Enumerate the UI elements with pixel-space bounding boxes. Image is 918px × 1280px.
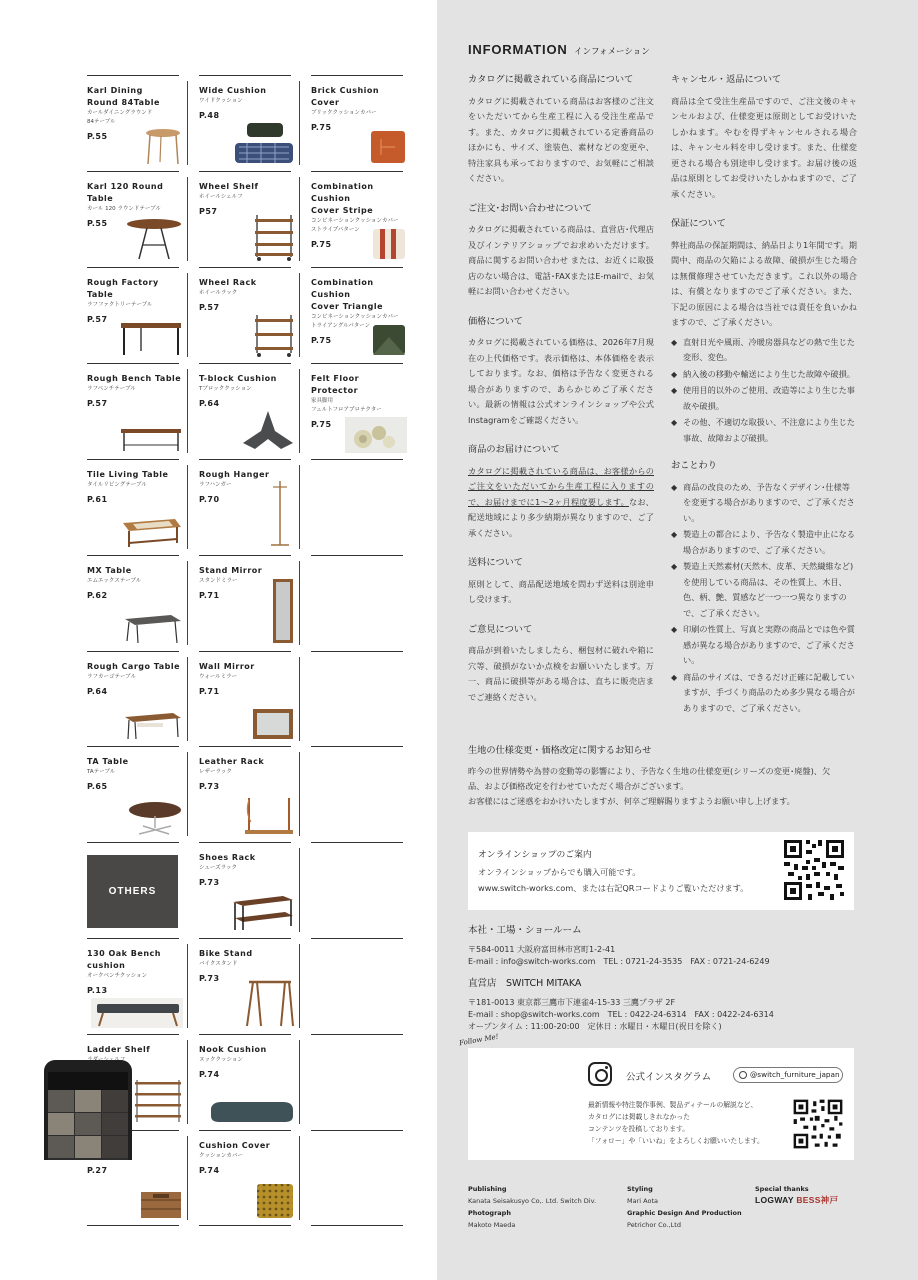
index-item-brick-cushion[interactable] xyxy=(311,75,403,171)
list-item: ◆ その他、不適切な取扱い、不注意により生じた事故、故障および破損。 xyxy=(671,415,857,446)
list-item: ◆ 納入後の移動や輸送により生じた故障や破損。 xyxy=(671,367,857,383)
item-page: P.55 xyxy=(87,132,108,141)
item-kana: ラフハンガー xyxy=(199,482,232,488)
item-name: T-block Cushion xyxy=(199,374,277,383)
index-item-karl-dining[interactable] xyxy=(87,75,179,171)
instagram-qr-code[interactable] xyxy=(792,1098,844,1150)
index-item-rough-bench[interactable] xyxy=(87,363,182,459)
item-kana: コンビネーションクッションカバー トライアングルパターン xyxy=(311,314,399,329)
fabric-notice: 生地の仕様変更・価格改定に関するお知らせ 昨今の世界情勢や為替の変動等の影響により、予告なく生地の仕様変更(シリーズの変更･廃盤)、欠 品、および価格改定を行わせていただく場合がございます。 お客様にはご迷惑をおかけいたしますが、何卒ご理解賜りますようお願い申し上げます。 xyxy=(468,743,868,809)
instagram-description: 最新情報や特注製作事例、製品ディテールの解説など、 カタログには掲載しきれなかった コンテンツを投稿しております。 「フォロー」や「いいね」をよろしくお願いいたします。 xyxy=(588,1101,764,1145)
instagram-handle[interactable]: @switch_furniture_japan xyxy=(733,1067,843,1083)
section-heading: 価格について xyxy=(468,315,523,327)
item-kana: コンビネーションクッションカバー ストライプパターン xyxy=(311,218,399,233)
item-name: Karl Dining Round 84Table xyxy=(87,86,160,107)
item-page: P.73 xyxy=(199,974,220,983)
item-kana: ホイールラック xyxy=(199,290,238,296)
item-page: P.57 xyxy=(87,315,108,324)
item-name: Brick Cushion Cover xyxy=(311,86,380,107)
others-label: OTHERS xyxy=(87,855,178,928)
stand-mirror-image xyxy=(271,577,295,645)
item-kana: ラフファクトリーテーブル xyxy=(87,302,153,308)
round-table-image xyxy=(125,217,183,261)
shop-url[interactable]: www.switch-works.com、または右記QRコードよりご覧いただけます。 xyxy=(478,883,749,893)
index-item-stripe-cushion[interactable] xyxy=(311,171,403,267)
item-kana: Tブロッククッション xyxy=(199,386,252,392)
item-kana: オークベンチクッション xyxy=(87,973,148,979)
information-panel xyxy=(437,0,918,1280)
index-item-karl-120[interactable] xyxy=(87,171,179,267)
bess-logo: BESS神戸 xyxy=(796,1195,839,1205)
section-text: カタログに掲載されている商品は、直営店･代理店及びインテリアショップでお求めいただけます。商品に関するお問い合わせ または、お近くに取扱店のない場合は、電話･FAXまたはE-mailで、お気軽にお問い合わせください。 xyxy=(468,224,654,296)
item-name: Nook Cushion xyxy=(199,1045,267,1054)
wheel-rack-image xyxy=(253,313,295,357)
item-kana: ワイドクッション xyxy=(199,98,243,104)
item-page: P.73 xyxy=(199,878,220,887)
section-heading: おことわり xyxy=(671,460,717,471)
wide-cushion-image xyxy=(233,121,295,165)
index-item-oak-bench-cushion[interactable] xyxy=(87,938,179,1034)
item-name: 130 Oak Bench cushion xyxy=(87,949,161,970)
apology-list xyxy=(671,480,857,717)
online-shop-text: オンラインショップからでも購入可能です。 www.switch-works.com、または右記QRコードよりご覧いただけます。 xyxy=(478,864,748,896)
item-page: P.65 xyxy=(87,782,108,791)
phone-mockup-image xyxy=(44,1060,132,1160)
item-kana: ラフカーゴテーブル xyxy=(87,674,136,680)
info-column-right xyxy=(671,72,857,728)
item-page: P.75 xyxy=(311,123,332,132)
section-heading: ご意見について xyxy=(468,623,533,635)
index-item-felt-protector[interactable] xyxy=(311,363,403,459)
list-item: ◆ 印刷の性質上、写真と実際の商品とでは色や質感が異なる場合がありますので、ご了承ください。 xyxy=(671,622,857,669)
index-item-mx-table[interactable] xyxy=(87,555,179,651)
section-heading: 本社・工場・ショールーム xyxy=(468,925,582,936)
index-item-triangle-cushion[interactable] xyxy=(311,267,403,363)
index-empty-cell xyxy=(311,938,403,1034)
item-page: P.71 xyxy=(199,591,220,600)
index-item-rough-factory[interactable] xyxy=(87,267,179,363)
item-name: Combination Cushion Cover Triangle xyxy=(311,278,383,311)
felt-protector-image xyxy=(345,417,407,453)
item-name: Rough Cargo Table xyxy=(87,662,180,671)
item-page: P.57 xyxy=(87,399,108,408)
section-heading: ご注文･お問い合わせについて xyxy=(468,202,592,214)
item-name: MX Table xyxy=(87,566,132,575)
index-item-wall-mirror[interactable] xyxy=(199,651,291,747)
item-page: P.55 xyxy=(87,219,108,228)
item-name: Rough Factory Table xyxy=(87,278,159,299)
item-kana: レザーラック xyxy=(199,769,232,775)
index-item-nook-cushion[interactable] xyxy=(199,1034,291,1130)
triangle-cushion-image xyxy=(371,323,407,357)
warranty-exclusions xyxy=(671,335,857,447)
item-name: Karl 120 Round Table xyxy=(87,182,164,203)
index-empty-cell xyxy=(311,1034,403,1130)
list-item: ◆ 商品のサイズは、できるだけ正確に記載していますが、手づくり商品のため多少異なる場合がありますので、ご了承ください。 xyxy=(671,670,857,717)
item-kana: TAテーブル xyxy=(87,769,116,775)
online-shop-qr-code[interactable] xyxy=(782,838,846,902)
item-name: Wheel Rack xyxy=(199,278,257,287)
item-page: P.57 xyxy=(199,303,220,312)
wheel-shelf-image xyxy=(253,213,295,261)
credits-styling: Styling Mari Aota Graphic Design And Production Petrichor Co.,Ltd xyxy=(627,1185,742,1229)
bench-table-image xyxy=(119,427,183,453)
item-name: Combination Cushion Cover Stripe xyxy=(311,182,374,215)
info-column-left xyxy=(468,72,654,719)
headquarters-address: 本社・工場・ショールーム 〒584-0011 大阪府富田林市宮町1-2-41 E-mail : info@switch-works.com TEL : 0721-24-3535 FAX : 0721-24-6249 xyxy=(468,925,868,968)
section-heading: 送料について xyxy=(468,557,523,568)
item-kana: ホイールシェルフ xyxy=(199,194,243,200)
stripe-cushion-image xyxy=(371,227,407,261)
section-heading: キャンセル・返品について xyxy=(671,74,782,85)
list-item: ◆ 製造上天然素材(天然木、皮革、天然繊維など)を使用している商品は、その性質上、木目、色、柄、艶、質感など一つ一つ異なりますので、ご了承ください。 xyxy=(671,559,857,621)
bottom-rule xyxy=(311,1225,403,1226)
bottom-rule xyxy=(87,1225,179,1226)
logway-logo: LOGWAY xyxy=(755,1195,794,1205)
ta-table-image xyxy=(127,800,183,836)
section-text: 弊社商品の保証期間は、納品日より1年間です。期間中、商品の欠陥による故障、破損が生じた場合は無償修理させていただきます。これ以外の場合は、有償となりますのでご了承ください。また、下記の原因による場合は当社では責任を負いかねますので、ご了承ください。 xyxy=(671,239,857,327)
item-name: Bike Stand xyxy=(199,949,253,958)
credits-publishing: Publishing Kanata Seisakusyo Co,. Ltd. Switch Div. Photograph Makoto Maeda xyxy=(468,1185,597,1229)
section-heading: 生地の仕様変更・価格改定に関するお知らせ xyxy=(468,745,652,756)
item-kana: カール 120 ラウンドテーブル xyxy=(87,206,161,212)
factory-table-image xyxy=(119,321,183,357)
section-text: 商品が到着いたしましたら、梱包材に破れや箱に穴等、破損がないか点検をお願いいたします。万一、商品に破損等がある場合は、直ちに販売店までご連絡ください。 xyxy=(468,645,654,702)
item-page: P.71 xyxy=(199,687,220,696)
item-name: Stand Mirror xyxy=(199,566,263,575)
item-name: Ladder Shelf xyxy=(87,1045,151,1054)
section-heading: カタログに掲載されている商品について xyxy=(468,74,634,85)
item-page: P.75 xyxy=(311,240,332,249)
item-name: Wheel Shelf xyxy=(199,182,259,191)
item-kana: ラフベンチテーブル xyxy=(87,386,136,392)
index-item-shoes-rack[interactable] xyxy=(199,842,291,938)
list-item: ◆ 商品の改良のため、予告なくデザイン･仕様等を変更する場合がありますので、ご了承ください。 xyxy=(671,480,857,527)
shoes-rack-image xyxy=(231,894,295,932)
nook-cushion-image xyxy=(209,1100,295,1124)
item-page: P.64 xyxy=(87,687,108,696)
index-empty-cell xyxy=(311,651,403,747)
index-item-wheel-rack[interactable] xyxy=(199,267,291,363)
credits-special-thanks: Special thanks xyxy=(755,1185,809,1193)
item-page: P.74 xyxy=(199,1070,220,1079)
index-empty-cell xyxy=(311,842,403,938)
ines-box-image xyxy=(139,1188,183,1220)
index-empty-cell xyxy=(311,459,403,555)
tile-table-image xyxy=(119,517,183,549)
item-page: P.48 xyxy=(199,111,220,120)
item-name: TA Table xyxy=(87,757,129,766)
item-kana: シューズラック xyxy=(199,865,238,871)
mitaka-store-address: 直営店 SWITCH MITAKA 〒181-0013 東京都三鷹市下連雀4-15-33 三鷹プラザ 2F E-mail : shop@switch-works.com TEL : 0422-24-6314 FAX : 0422-24-6314 オープンタイム : 11:00-20:00 定休日 : 水曜日・木曜日(祝日を除く) xyxy=(468,978,868,1033)
list-item: ◆ 直射日光や風雨、冷暖房器具などの熱で生じた変形、変色。 xyxy=(671,335,857,366)
section-text: 商品は全て受注生産品ですので、ご注文後のキャンセルおよび、仕様変更は原則としてお受けいたしかねます。やむを得ずキャンセルされる場合は、キャンセル料を申し受けます。また、仕様変更される場合も別途申し受けます。お届け後の返品は原則としてお受けいたしかねますので、ご了承ください。 xyxy=(671,95,857,199)
information-title: INFORMATION インフォメーション xyxy=(468,42,650,57)
item-kana: 家具脚用 フェルトフロアプロテクター xyxy=(311,398,382,413)
item-page: P.61 xyxy=(87,495,108,504)
ladder-shelf-image xyxy=(133,1078,183,1124)
item-kana: タイルリビングテーブル xyxy=(87,482,147,488)
index-item-rough-hanger[interactable] xyxy=(199,459,291,555)
item-page: P.74 xyxy=(199,1166,220,1175)
index-item-leather-rack[interactable] xyxy=(199,746,291,842)
index-empty-cell xyxy=(311,1130,403,1226)
item-page: P57 xyxy=(199,207,218,216)
section-text: カタログに掲載されている価格は、2026年7月現在の上代価格です。表示価格は、本体価格を表示しております。なお、価格は予告なく変更される場合がありますので、あらかじめご了承ください。最新の情報は公式オンラインショップや公式Instagramをご確認ください。 xyxy=(468,337,654,425)
index-item-bike-stand[interactable] xyxy=(199,938,291,1034)
item-name: Cushion Cover xyxy=(199,1141,271,1150)
list-item: ◆ 製造上の都合により、予告なく製造中止になる場合がありますので、ご了承ください。 xyxy=(671,527,857,558)
item-kana: スタンドミラー xyxy=(199,578,238,584)
section-text: 原則として、商品配送地域を問わず送料は別途申し受けます。 xyxy=(468,578,654,604)
section-text: カタログに掲載されている商品はお客様のご注文をいただいてから生産工程に入る受注生産品です。また、カタログに掲載されている定番商品のほかにも、サイズ、塗装色、素材などの変更や、特注家具も承っておりますので、お気軽にご相談ください。 xyxy=(468,95,654,183)
hanger-image xyxy=(265,479,295,549)
follow-me-script: Follow Me! xyxy=(458,1032,500,1048)
item-page: P.73 xyxy=(199,782,220,791)
index-item-ta-table[interactable] xyxy=(87,746,179,842)
list-item: ◆ 使用目的以外のご使用、改造等により生じた事故や破損。 xyxy=(671,383,857,414)
section-heading: 保証について xyxy=(671,218,726,229)
wall-mirror-image xyxy=(251,707,295,741)
item-name: Wide Cushion xyxy=(199,86,267,95)
bike-stand-image xyxy=(245,978,295,1028)
item-name: Tile Living Table xyxy=(87,470,169,479)
section-heading: 直営店 SWITCH MITAKA xyxy=(468,978,582,989)
item-name: Wall Mirror xyxy=(199,662,255,671)
item-page: P.75 xyxy=(311,420,332,429)
instagram-icon[interactable] xyxy=(588,1062,612,1086)
mx-table-image xyxy=(123,613,183,645)
tblock-cushion-image xyxy=(241,409,295,453)
item-kana: カールダイニングラウンド 84テーブル xyxy=(87,110,153,125)
index-item-stand-mirror[interactable] xyxy=(199,555,291,651)
item-kana: ウォールミラー xyxy=(199,674,238,680)
section-text: カタログに掲載されている商品は、お客様からのご注文をいただいてから生産工程に入りますので、お届けまでに1～2ヶ月程度要します。なお、配送地域により多少納期が異なりますので、ご了承ください。 xyxy=(468,465,654,538)
item-name: Leather Rack xyxy=(199,757,265,766)
index-empty-cell xyxy=(311,555,403,651)
item-kana: クッションカバー xyxy=(199,1153,243,1159)
online-shop-box[interactable] xyxy=(468,832,854,910)
index-item-tile-living[interactable] xyxy=(87,459,179,555)
brick-cushion-image xyxy=(369,129,407,165)
index-item-wheel-shelf[interactable] xyxy=(199,171,291,267)
item-name: Shoes Rack xyxy=(199,853,256,862)
item-page: P.75 xyxy=(311,336,332,345)
index-item-cushion-cover[interactable] xyxy=(199,1130,291,1226)
item-kana: ヌッククッション xyxy=(199,1057,243,1063)
item-kana: バイクスタンド xyxy=(199,961,238,967)
item-name: Felt Floor Protector xyxy=(311,374,360,395)
section-heading: 商品のお届けについて xyxy=(468,444,560,455)
index-item-rough-cargo[interactable] xyxy=(87,651,179,747)
item-page: P.27 xyxy=(87,1166,108,1175)
item-page: P.70 xyxy=(199,495,220,504)
cargo-table-image xyxy=(123,711,183,741)
item-page: P.62 xyxy=(87,591,108,600)
cushion-cover-image xyxy=(255,1182,295,1220)
item-name: Rough Hanger xyxy=(199,470,270,479)
index-item-tblock-cushion[interactable] xyxy=(199,363,291,459)
bottom-rule xyxy=(199,1225,291,1226)
index-item-wide-cushion[interactable] xyxy=(199,75,291,171)
item-page: P.13 xyxy=(87,986,108,995)
item-name: Rough Bench Table xyxy=(87,374,182,383)
index-empty-cell xyxy=(311,746,403,842)
sponsor-logos xyxy=(755,1194,838,1206)
item-kana: エムエックステーブル xyxy=(87,578,142,584)
leather-rack-image xyxy=(243,796,295,836)
round-table-image xyxy=(143,127,183,165)
item-page: P.64 xyxy=(199,399,220,408)
oak-bench-image xyxy=(91,998,183,1028)
instagram-title: 公式インスタグラム xyxy=(626,1072,712,1083)
item-kana: ブリッククッションカバー xyxy=(311,110,377,116)
online-shop-heading: オンラインショップのご案内 xyxy=(478,850,592,860)
